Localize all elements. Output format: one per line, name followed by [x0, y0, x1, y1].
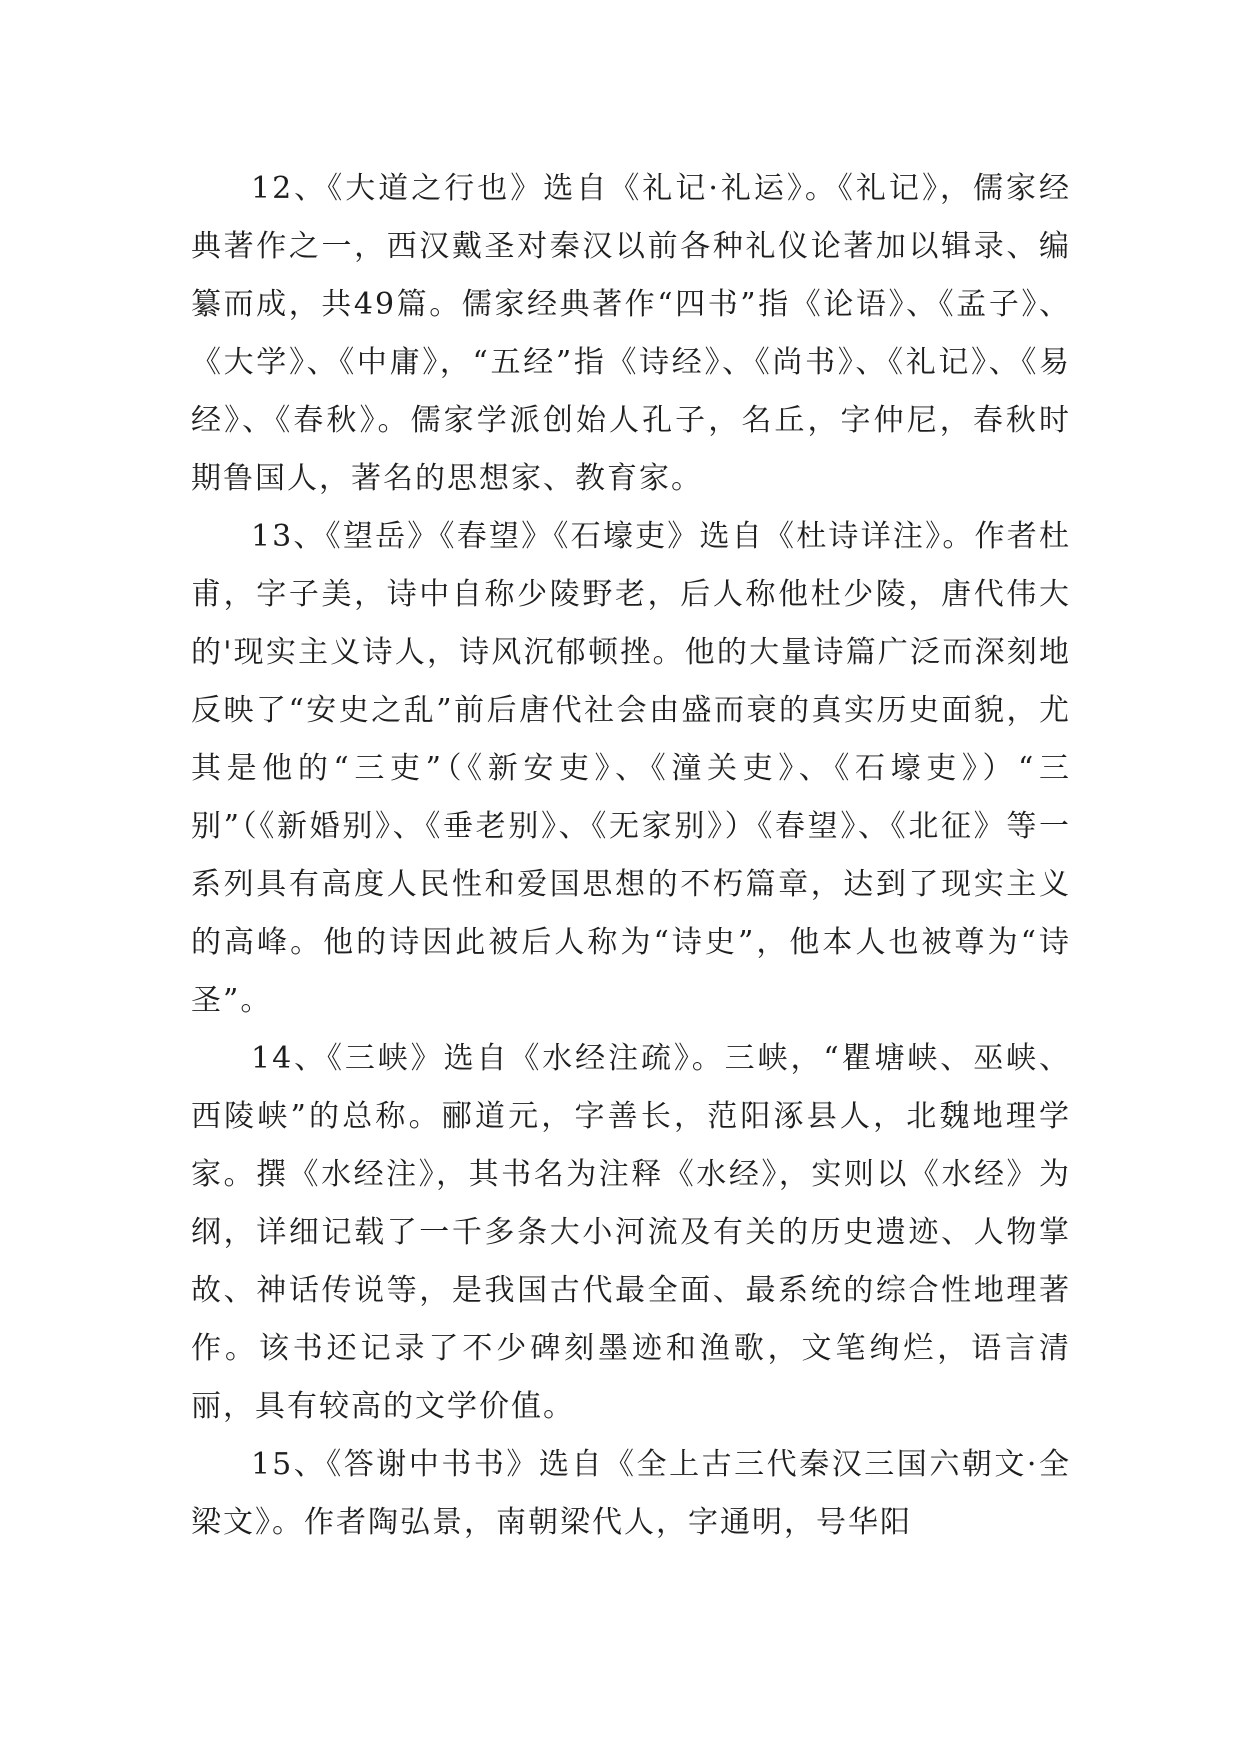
paragraph-12: 12、《大道之行也》选自《礼记·礼运》。《礼记》，儒家经典著作之一，西汉戴圣对秦汉以前各种礼仪论著加以辑录、编纂而成，共49篇。儒家经典著作“四书”指《论语》、《孟子》、《大学》、《中庸》，“五经”指《诗经》、《尚书》、《礼记》、《易经》、《春秋》。儒家学派创始人孔子，名丘，字仲尼，春秋时期鲁国人，著名的思想家、教育家。 — [191, 171, 1071, 496]
paragraph-15: 15、《答谢中书书》选自《全上古三代秦汉三国六朝文·全梁文》。作者陶弘景，南朝梁代人，字通明，号华阳 — [191, 1447, 1071, 1540]
document-body — [191, 160, 1071, 1552]
paragraph-14: 14、《三峡》选自《水经注疏》。三峡，“瞿塘峡、巫峡、西陵峡”的总称。郦道元，字善长，范阳涿县人，北魏地理学家。撰《水经注》，其书名为注释《水经》，实则以《水经》为纲，详细记载了一千多条大小河流及有关的历史遗迹、人物掌故、神话传说等，是我国古代最全面、最系统的综合性地理著作。该书还记录了不少碑刻墨迹和渔歌，文笔绚烂，语言清丽，具有较高的文学价值。 — [191, 1041, 1071, 1424]
paragraph-13: 13、《望岳》《春望》《石壕吏》选自《杜诗详注》。作者杜甫，字子美，诗中自称少陵野老，后人称他杜少陵，唐代伟大的'现实主义诗人，诗风沉郁顿挫。他的大量诗篇广泛而深刻地反映了“安史之乱”前后唐代社会由盛而衰的真实历史面貌，尤其是他的“三吏”（《新安吏》、《潼关吏》、《石壕吏》）“三别”（《新婚别》、《垂老别》、《无家别》）《春望》、《北征》等一系列具有高度人民性和爱国思想的不朽篇章，达到了现实主义的高峰。他的诗因此被后人称为“诗史”，他本人也被尊为“诗圣”。 — [191, 519, 1071, 1018]
